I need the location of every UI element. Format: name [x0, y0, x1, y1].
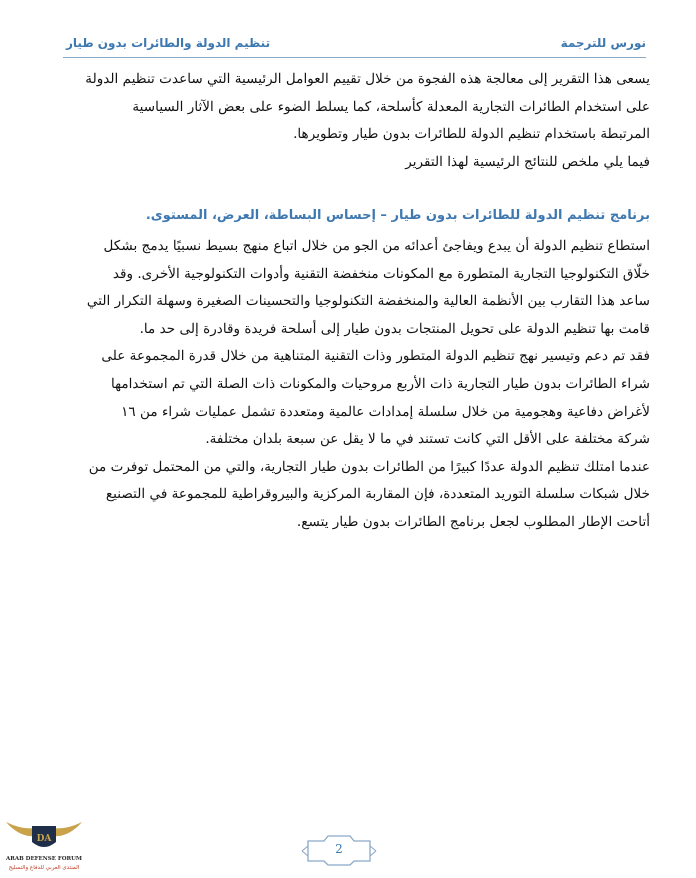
text-line: شركة مختلفة على الأقل التي كانت تستند في ما لا يقل عن سبعة بلدان مختلفة. [205, 431, 650, 448]
body-paragraph-1 [60, 233, 650, 343]
logo-text: DA [36, 834, 52, 844]
intro-paragraph [60, 66, 650, 176]
page-body [60, 66, 650, 537]
text-line: خلّاق التكنولوجيا التجارية المتطورة مع المكونات منخفضة التقنية وأدوات التكنولوجية الأخرى. وقد [112, 265, 650, 282]
text-line: شراء الطائرات بدون طيار التجارية ذات الأربع مروحيات والمكونات ذات الصلة التي تم استخدامها [110, 375, 650, 392]
text-line: فيما يلي ملخص للنتائج الرئيسية لهذا التقرير [405, 153, 650, 170]
text-line: لأغراض دفاعية وهجومية من خلال سلسلة إمدادات عالمية ومتعددة تشمل عمليات شراء من ١٦ [121, 403, 650, 420]
page-number: 2 [335, 842, 343, 856]
translator-name: نورس للترجمة [560, 36, 646, 50]
text-line: عندما امتلك تنظيم الدولة عددًا كبيرًا من الطائرات بدون طيار التجارية، والتي من المحتمل توفرت من [88, 458, 650, 475]
text-line: فقد تم دعم وتيسير نهج تنظيم الدولة المتطور وذات التقنية المتناهية من خلال قدرة المجموعة على [101, 348, 650, 365]
text-line: ساعد هذا التقارب بين الأنظمة العالية والمنخفضة التكنولوجيا والتحسينات الصغيرة وسهلة التكرار التي [86, 293, 650, 310]
page-header [66, 36, 646, 58]
text-line: خلال شبكات سلسلة التوريد المتعددة، فإن المقاربة المركزية والبيروقراطية للمجموعة في التصنيع [105, 486, 650, 503]
text-line: يسعى هذا التقرير إلى معالجة هذه الفجوة من خلال تقييم العوامل الرئيسية التي ساعدت تنظيم الدولة [85, 71, 650, 87]
header-divider [63, 57, 646, 58]
section-heading: برنامج تنظيم الدولة للطائرات بدون طيار – إحساس البساطة، العرض، المستوى. [145, 208, 650, 224]
forum-name-en: ARAB DEFENSE FORUM [6, 856, 82, 862]
text-line: على استخدام الطائرات التجارية المعدلة كأسلحة، كما يسلط الضوء على بعض الآثار السياسية [132, 98, 650, 115]
text-line: استطاع تنظيم الدولة أن يبدع ويفاجئ أعدائه من الجو من خلال اتباع منهج بسيط نسبيًا يدمج بشكل [103, 237, 650, 254]
forum-watermark-logo [2, 812, 86, 876]
body-paragraph-2 [60, 343, 650, 453]
eagle-emblem-icon [2, 812, 86, 858]
text-line: قامت بها تنظيم الدولة على تحويل المنتجات بدون طيار إلى أسلحة فريدة وقادرة إلى حد ما. [139, 320, 650, 337]
document-title: تنظيم الدولة والطائرات بدون طيار [66, 36, 271, 50]
forum-name-ar: المنتدى العربي للدفاع والتسليح [8, 865, 80, 871]
text-line: أتاحت الإطار المطلوب لجعل برنامج الطائرات بدون طيار يتسع. [296, 513, 650, 530]
text-line: المرتبطة باستخدام تنظيم الدولة للطائرات بدون طيار وتطويرها. [293, 126, 650, 143]
body-paragraph-3 [60, 454, 650, 537]
page-number-box [300, 833, 378, 867]
